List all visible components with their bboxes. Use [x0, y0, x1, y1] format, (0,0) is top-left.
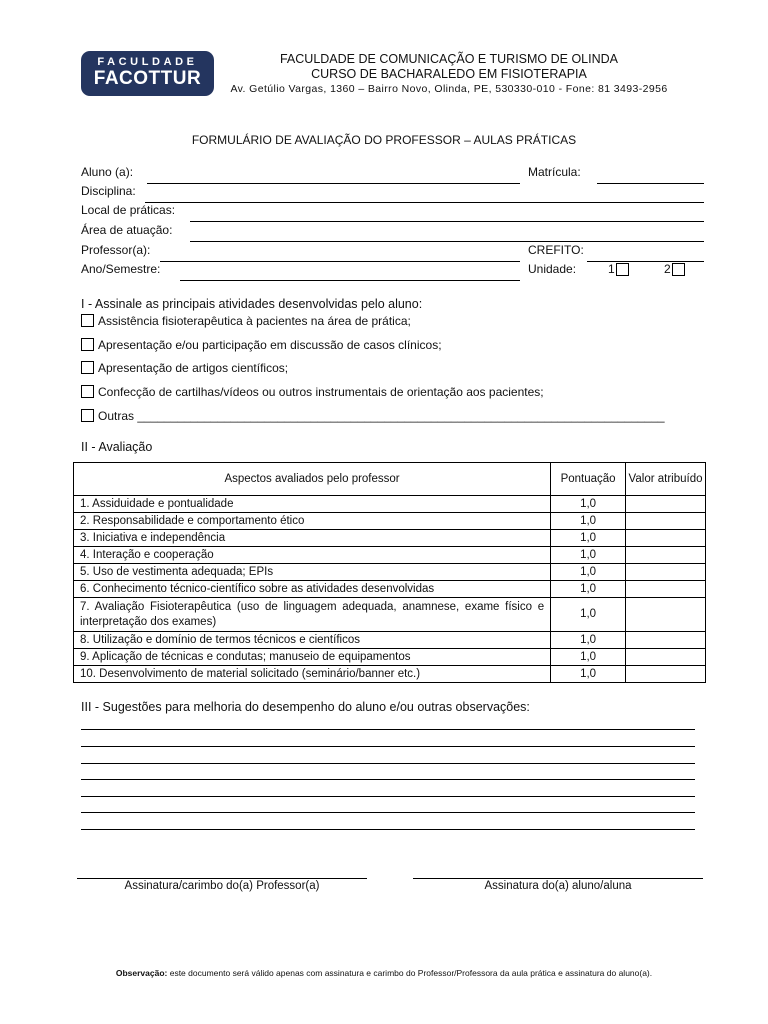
aspect-cell: 9. Aplicação de técnicas e condutas; manuseio de equipamentos [74, 649, 551, 666]
crefito-label: CREFITO: [528, 243, 584, 257]
value-input-cell[interactable] [626, 547, 706, 564]
matricula-label: Matrícula: [528, 165, 581, 179]
student-signature-line[interactable] [413, 878, 703, 879]
header-aspects: Aspectos avaliados pelo professor [74, 463, 551, 496]
professor-signature-line[interactable] [77, 878, 367, 879]
observation-note [0, 968, 768, 978]
score-cell: 1,0 [551, 564, 626, 581]
aspect-cell: 7. Avaliação Fisioterapêutica (uso de linguagem adequada, anamnese, exame físico e interpretação dos exames) [74, 598, 551, 632]
value-input-cell[interactable] [626, 564, 706, 581]
professor-signature-label: Assinatura/carimbo do(a) Professor(a) [124, 880, 320, 892]
observation-text: este documento será válido apenas com assinatura e carimbo do Professor/Professora da aula prática e assinatura do aluno(a). [167, 968, 653, 978]
activity-checkbox[interactable] [81, 409, 94, 422]
area-label: Área de atuação: [81, 223, 173, 237]
suggestion-line[interactable] [81, 796, 695, 797]
disciplina-label: Disciplina: [81, 184, 136, 198]
value-input-cell[interactable] [626, 649, 706, 666]
evaluation-table [73, 462, 706, 683]
aspect-cell: 3. Iniciativa e independência [74, 530, 551, 547]
area-field[interactable] [190, 241, 704, 242]
professor-field[interactable] [160, 261, 520, 262]
observation-label: Observação: [115, 968, 168, 978]
activity-label: Outras _______________________________________________________________________________ [98, 409, 665, 423]
header-score: Pontuação [551, 463, 626, 496]
table-row [74, 564, 706, 581]
score-cell: 1,0 [551, 632, 626, 649]
suggestion-line[interactable] [81, 763, 695, 764]
suggestion-line[interactable] [81, 812, 695, 813]
activity-label: Apresentação de artigos científicos; [98, 361, 289, 375]
value-input-cell[interactable] [626, 666, 706, 683]
matricula-field[interactable] [597, 183, 704, 184]
table-row [74, 649, 706, 666]
disciplina-field[interactable] [145, 202, 704, 203]
aluno-field[interactable] [147, 183, 520, 184]
activity-checkbox[interactable] [81, 314, 94, 327]
course-name: CURSO DE BACHARALEDO EM FISIOTERAPIA [311, 67, 587, 81]
suggestion-line[interactable] [81, 729, 695, 730]
table-row [74, 666, 706, 683]
aspect-cell: 10. Desenvolvimento de material solicitado (seminário/banner etc.) [74, 666, 551, 683]
aspect-cell: 8. Utilização e domínio de termos técnicos e científicos [74, 632, 551, 649]
table-row [74, 598, 706, 632]
table-row [74, 547, 706, 564]
document-header [226, 52, 672, 97]
suggestion-line[interactable] [81, 746, 695, 747]
suggestion-line[interactable] [81, 829, 695, 830]
section2-title: II - Avaliação [81, 440, 153, 454]
aluno-label: Aluno (a): [81, 165, 134, 179]
activity-label: Apresentação e/ou participação em discussão de casos clínicos; [98, 338, 442, 352]
professor-label: Professor(a): [81, 243, 151, 257]
unidade-2-checkbox[interactable] [672, 263, 685, 276]
form-title: FORMULÁRIO DE AVALIAÇÃO DO PROFESSOR – AULAS PRÁTICAS [191, 133, 577, 147]
section3-title: III - Sugestões para melhoria do desempenho do aluno e/ou outras observações: [81, 700, 530, 714]
activity-item [81, 338, 442, 352]
value-input-cell[interactable] [626, 581, 706, 598]
activity-item [81, 361, 288, 375]
activity-item [81, 385, 544, 399]
value-input-cell[interactable] [626, 496, 706, 513]
crefito-field[interactable] [587, 261, 704, 262]
table-row [74, 513, 706, 530]
score-cell: 1,0 [551, 530, 626, 547]
aspect-cell: 5. Uso de vestimenta adequada; EPIs [74, 564, 551, 581]
aspect-cell: 1. Assiduidade e pontualidade [74, 496, 551, 513]
ano-label: Ano/Semestre: [81, 262, 161, 276]
logo-line1: FACULDADE [97, 56, 198, 68]
local-field[interactable] [190, 221, 704, 222]
unidade-option-1-label: 1 [608, 262, 615, 276]
unidade-1-checkbox[interactable] [616, 263, 629, 276]
unidade-option-2-label: 2 [664, 262, 671, 276]
score-cell: 1,0 [551, 649, 626, 666]
header-value: Valor atribuído [626, 463, 706, 496]
score-cell: 1,0 [551, 496, 626, 513]
score-cell: 1,0 [551, 513, 626, 530]
aspect-cell: 6. Conhecimento técnico-científico sobre as atividades desenvolvidas [74, 581, 551, 598]
institution-address: Av. Getúlio Vargas, 1360 – Bairro Novo, Olinda, PE, 530330-010 - Fone: 81 3493-2956 [230, 83, 668, 95]
table-row [74, 496, 706, 513]
value-input-cell[interactable] [626, 530, 706, 547]
local-label: Local de práticas: [81, 203, 176, 217]
value-input-cell[interactable] [626, 598, 706, 632]
activity-checkbox[interactable] [81, 361, 94, 374]
table-row [74, 632, 706, 649]
activity-item [81, 409, 665, 423]
value-input-cell[interactable] [626, 513, 706, 530]
ano-field[interactable] [180, 280, 520, 281]
score-cell: 1,0 [551, 598, 626, 632]
facottur-logo [81, 51, 214, 96]
logo-line2: FACOTTUR [93, 68, 202, 89]
table-row [74, 530, 706, 547]
student-signature-label: Assinatura do(a) aluno/aluna [484, 880, 632, 892]
score-cell: 1,0 [551, 547, 626, 564]
institution-name: FACULDADE DE COMUNICAÇÃO E TURISMO DE OLINDA [279, 52, 618, 66]
table-row [74, 581, 706, 598]
unidade-label: Unidade: [528, 262, 577, 276]
score-cell: 1,0 [551, 581, 626, 598]
activity-label: Assistência fisioterapêutica à pacientes na área de prática; [98, 314, 411, 328]
activity-item [81, 314, 411, 328]
activity-checkbox[interactable] [81, 385, 94, 398]
section1-title: I - Assinale as principais atividades desenvolvidas pelo aluno: [81, 297, 423, 311]
suggestion-line[interactable] [81, 779, 695, 780]
aspect-cell: 2. Responsabilidade e comportamento ético [74, 513, 551, 530]
aspect-cell: 4. Interação e cooperação [74, 547, 551, 564]
score-cell: 1,0 [551, 666, 626, 683]
activity-label: Confecção de cartilhas/vídeos ou outros instrumentais de orientação aos pacientes; [98, 385, 544, 399]
value-input-cell[interactable] [626, 632, 706, 649]
activity-checkbox[interactable] [81, 338, 94, 351]
